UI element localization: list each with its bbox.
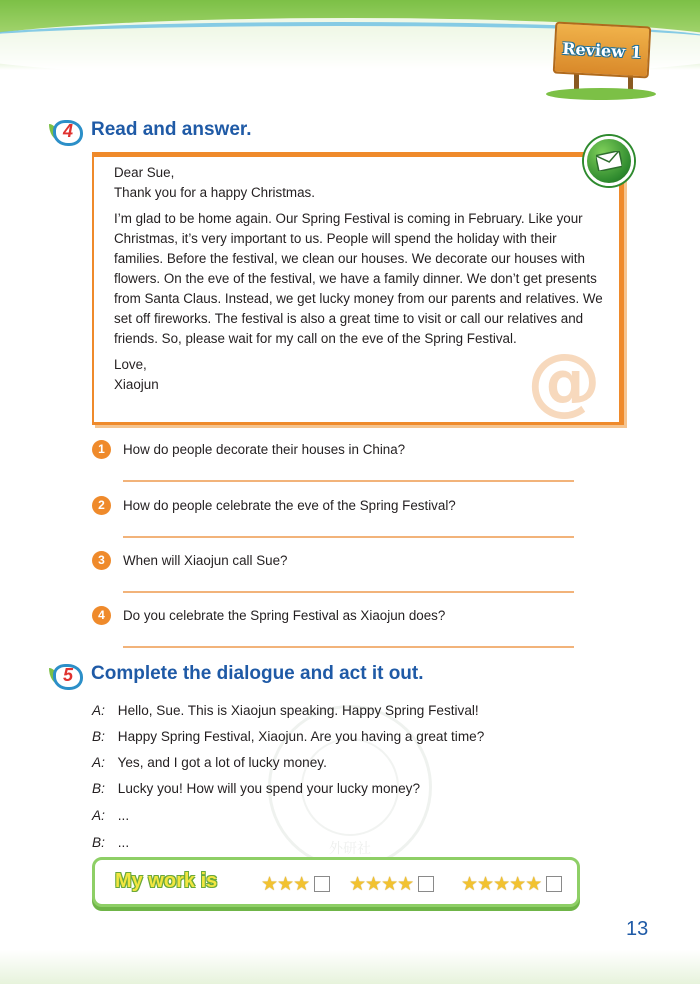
letter-line-1: Thank you for a happy Christmas. <box>114 185 315 200</box>
question-3 <box>92 551 582 601</box>
star-icon: ★ <box>277 872 295 895</box>
letter-greeting: Dear Sue, <box>114 165 175 180</box>
review-sign-text: Review 1 <box>561 38 643 62</box>
dialogue-speaker: A: <box>92 703 105 718</box>
answer-line[interactable] <box>123 591 574 593</box>
question-text: How do people decorate their houses in China? <box>123 442 406 457</box>
dialogue-text: Happy Spring Festival, Xiaojun. Are you having a great time? <box>117 729 485 744</box>
star-icon: ★ <box>349 872 367 895</box>
letter-body: I’m glad to be home again. Our Spring Festival is coming in February. Like your Christmas, it’s very important to us. People will spend the holiday with their families. Before the festival, we clean our houses. We decorate our houses with flowers. On the eve of the festival, we have a family dinner. We don’t get presents from Santa Claus. Instead, we get lucky money from our parents and relatives. We set off fireworks. The festival is also a great time to visit or call our relatives and friends. So, please wait for my call on the eve of the Spring Festival. <box>114 211 603 346</box>
dialogue-text: Hello, Sue. This is Xiaojun speaking. Happy Spring Festival! <box>117 703 479 718</box>
question-4 <box>92 606 582 656</box>
dialogue-text: ... <box>117 835 130 850</box>
star-icon: ★ <box>381 872 399 895</box>
review-sign <box>553 22 652 79</box>
answer-line[interactable] <box>123 480 574 482</box>
dialogue-speaker: B: <box>92 729 105 744</box>
self-assessment-label: My work is <box>115 870 218 892</box>
letter-closing: Love, <box>114 357 147 372</box>
star-icon: ★ <box>461 872 479 895</box>
question-number: 1 <box>92 440 111 459</box>
section-4-number-badge <box>53 120 83 146</box>
letter-signature: Xiaojun <box>114 377 159 392</box>
letter-box <box>92 152 624 425</box>
rating-3-checkbox[interactable] <box>314 876 330 892</box>
section-5-number-badge <box>53 664 83 690</box>
star-icon: ★ <box>293 872 311 895</box>
star-icon: ★ <box>525 872 543 895</box>
self-assessment-bar <box>92 857 580 907</box>
dialogue-line <box>92 833 552 853</box>
dialogue-line <box>92 779 552 799</box>
star-icon: ★ <box>509 872 527 895</box>
star-icon: ★ <box>493 872 511 895</box>
dialogue-text: Yes, and I got a lot of lucky money. <box>117 755 327 770</box>
sign-grass <box>546 88 656 100</box>
dialogue-text: Lucky you! How will you spend your lucky money? <box>117 781 421 796</box>
watermark-text: 外研社 <box>329 841 371 857</box>
dialogue-speaker: B: <box>92 835 105 850</box>
section-4-title: Read and answer. <box>91 119 252 140</box>
star-icon: ★ <box>477 872 495 895</box>
rating-4-checkbox[interactable] <box>418 876 434 892</box>
dialogue-text: ... <box>117 808 130 823</box>
question-number: 3 <box>92 551 111 570</box>
dialogue-speaker: B: <box>92 781 105 796</box>
question-text: When will Xiaojun call Sue? <box>123 553 288 568</box>
dialogue-speaker: A: <box>92 808 105 823</box>
dialogue-line <box>92 806 552 826</box>
star-icon: ★ <box>397 872 415 895</box>
question-1 <box>92 440 582 490</box>
page-number: 13 <box>626 918 649 940</box>
dialogue-line <box>92 727 552 747</box>
section-5-title: Complete the dialogue and act it out. <box>91 663 424 684</box>
question-number: 2 <box>92 496 111 515</box>
bottom-band <box>0 950 700 984</box>
star-icon: ★ <box>261 872 279 895</box>
answer-line[interactable] <box>123 646 574 648</box>
question-number: 4 <box>92 606 111 625</box>
question-2 <box>92 496 582 546</box>
answer-line[interactable] <box>123 536 574 538</box>
dialogue-line <box>92 753 552 773</box>
dialogue-line <box>92 701 552 721</box>
question-text: How do people celebrate the eve of the Spring Festival? <box>123 498 456 513</box>
dialogue-speaker: A: <box>92 755 105 770</box>
star-icon: ★ <box>365 872 383 895</box>
rating-5-stars <box>461 874 562 894</box>
envelope-icon <box>584 136 634 186</box>
question-text: Do you celebrate the Spring Festival as Xiaojun does? <box>123 608 446 623</box>
section-5-number: 5 <box>62 665 73 685</box>
rating-3-stars <box>261 874 330 894</box>
at-sign-icon: @ <box>527 338 601 424</box>
rating-5-checkbox[interactable] <box>546 876 562 892</box>
rating-4-stars <box>349 874 434 894</box>
section-4-number: 4 <box>62 121 73 141</box>
